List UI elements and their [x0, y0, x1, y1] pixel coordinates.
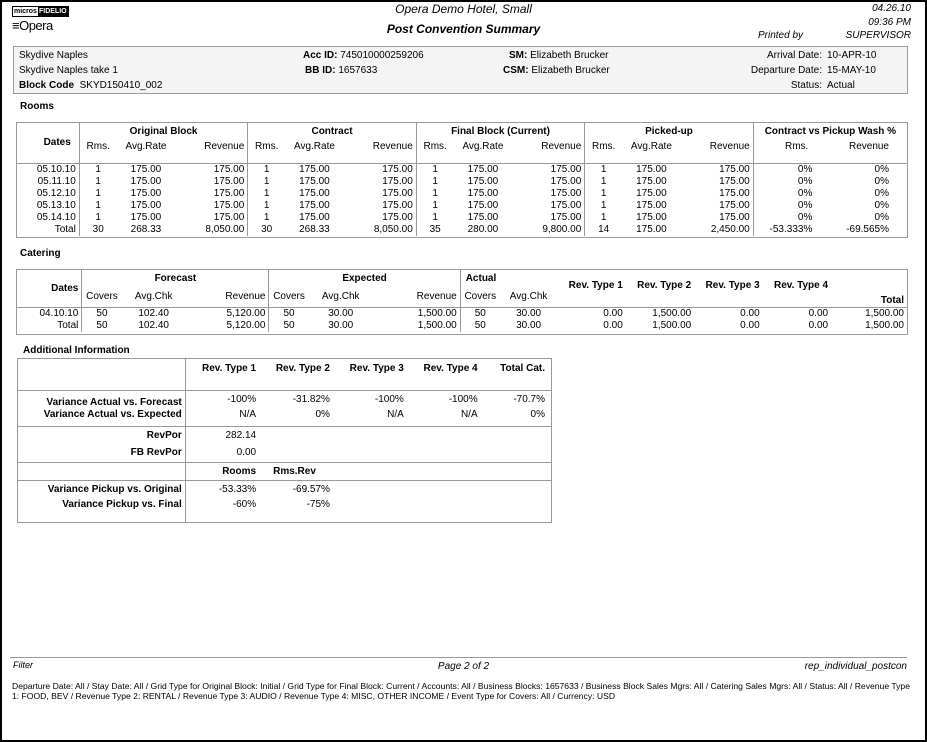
cell: 0%: [797, 211, 813, 223]
cell: 1: [263, 211, 270, 223]
cell: 5,120.00: [186, 308, 269, 321]
cell: 175.00: [130, 199, 162, 211]
cell: N/A: [239, 408, 257, 420]
cell: 0.00: [808, 320, 829, 331]
cell: 0%: [874, 163, 889, 175]
block-info-box: [13, 46, 908, 94]
printed-by-user: SUPERVISOR: [845, 30, 911, 41]
cell: -100%: [227, 393, 257, 405]
pickup-header-row: [18, 463, 552, 481]
opera-swoosh-icon: ≡: [12, 18, 20, 33]
logo-brand-left: micros: [14, 8, 37, 15]
cell: 1,500.00: [865, 308, 904, 319]
rooms-table-row: [17, 224, 908, 236]
cell: -53.333%: [769, 223, 813, 235]
cell: 1: [600, 187, 607, 199]
cell: 0%: [315, 408, 330, 420]
report-name: rep_individual_postcon: [804, 661, 907, 672]
rooms-table-row: [17, 200, 908, 212]
block-code-label: Block Code: [19, 80, 75, 91]
filter-label: Filter: [13, 660, 33, 670]
cell: 5,120.00: [186, 320, 269, 332]
add-rev-type-2-header: Rev. Type 2: [275, 363, 330, 374]
cell: 175.00: [512, 188, 585, 200]
rooms-subheader-rms: Rms.: [86, 141, 110, 152]
row-date: Total: [17, 320, 82, 332]
cell: 175.00: [636, 175, 667, 187]
bb-id-value: 1657633: [338, 65, 378, 76]
catering-subheader-avg: Avg.Chk: [134, 291, 173, 303]
print-time: 09:36 PM: [868, 17, 911, 28]
sales-manager: [509, 50, 609, 61]
variance-forecast-label: Variance Actual vs. Forecast: [18, 391, 186, 409]
row-date: 05.14.10: [17, 212, 80, 224]
cell: 175.00: [175, 212, 248, 224]
cell: 50: [96, 308, 108, 319]
cell: 175.00: [130, 163, 162, 175]
cell: 175.00: [512, 200, 585, 212]
csm-value: Elizabeth Brucker: [531, 65, 610, 76]
cell: 0%: [874, 187, 889, 199]
cell: -70.7%: [513, 393, 545, 405]
rev-type-4-header: Rev. Type 4: [773, 280, 829, 291]
catering-table-row: [17, 308, 908, 321]
print-date: 04.26.10: [872, 3, 911, 14]
fb-revpor-row: [18, 445, 552, 463]
cell: 268.33: [299, 223, 330, 235]
cell: 1: [263, 199, 270, 211]
row-date: Total: [17, 224, 80, 236]
cell: 0%: [797, 199, 813, 211]
cell: 175.00: [299, 163, 330, 175]
cell: 175.00: [681, 176, 754, 188]
cell: 1: [432, 199, 438, 211]
cell: 175.00: [512, 176, 585, 188]
expected-header: Expected: [269, 270, 460, 288]
cell: 175.00: [636, 199, 667, 211]
wash-subheader-rms: Rms.: [785, 141, 809, 152]
cell: 175.00: [512, 212, 585, 224]
cell: 1: [600, 199, 607, 211]
cell: 1: [600, 163, 607, 175]
cell: 175.00: [467, 175, 499, 187]
cell: 1: [263, 187, 270, 199]
arrival-date-value: 10-APR-10: [827, 50, 877, 61]
cell: 175.00: [175, 188, 248, 200]
cell: 268.33: [130, 223, 162, 235]
cell: 175.00: [299, 175, 330, 187]
cell: 8,050.00: [344, 224, 417, 236]
rooms-table-row: [17, 212, 908, 224]
variance-expected-row: [18, 409, 552, 427]
cell: 1,500.00: [373, 308, 460, 321]
additional-section-title: Additional Information: [23, 345, 130, 356]
cell: 1,500.00: [652, 308, 692, 319]
sm-value: Elizabeth Brucker: [530, 50, 609, 61]
variance-original-row: [18, 481, 552, 499]
cell: 175.00: [636, 223, 667, 235]
footer-divider: [10, 657, 907, 658]
picked-up-header: Picked-up: [585, 123, 753, 142]
cell: 175.00: [175, 176, 248, 188]
cell: 14: [598, 223, 610, 235]
cell: 0%: [874, 199, 889, 211]
cell: -69.57%: [292, 483, 330, 495]
cell: 1: [263, 163, 270, 175]
cell: -60%: [232, 498, 257, 510]
departure-date-label: Departure Date:: [750, 65, 822, 76]
block-code-value: SKYD150410_002: [79, 80, 163, 91]
additional-header-blank: [18, 359, 186, 391]
variance-final-label: Variance Pickup vs. Final: [18, 499, 186, 523]
rooms-section-title: Rooms: [20, 101, 54, 112]
cell: 0%: [874, 211, 889, 223]
account-name: Skydive Naples: [19, 50, 88, 61]
cell: 175.00: [175, 200, 248, 212]
hotel-name: Opera Demo Hotel, Small: [395, 2, 532, 16]
cell: 0%: [797, 187, 813, 199]
cell: 0.00: [808, 308, 829, 319]
cell: 175.00: [636, 163, 667, 175]
add-rev-type-3-header: Rev. Type 3: [349, 363, 404, 374]
cell: -31.82%: [292, 393, 330, 405]
cell: 175.00: [636, 211, 667, 223]
rooms-subheader-avg: Avg.Rate: [125, 141, 167, 152]
cell: 175.00: [681, 188, 754, 200]
block-name: Skydive Naples take 1: [19, 65, 118, 76]
cell: 175.00: [467, 187, 499, 199]
report-title: Post Convention Summary: [386, 22, 541, 36]
rooms-subheader-rms: Rms.: [255, 141, 279, 152]
cell: 175.00: [681, 163, 754, 176]
cell: 50: [283, 308, 295, 319]
cell: 102.40: [138, 320, 169, 331]
rooms-dates-header: Dates: [17, 123, 80, 164]
cell: 30.00: [516, 320, 542, 331]
catering-subheader-avg: Avg.Chk: [321, 291, 360, 303]
cell: 50: [474, 308, 486, 319]
cell: 50: [474, 320, 486, 331]
status-value: Actual: [827, 80, 855, 91]
cell: 1: [432, 187, 438, 199]
cell: 1: [95, 175, 101, 187]
status-label: Status:: [790, 80, 822, 91]
cell: 0.00: [603, 320, 623, 331]
acc-id-label: Acc ID:: [303, 50, 338, 61]
rooms-table: [16, 122, 908, 238]
revpor-row: [18, 427, 552, 445]
rooms-subheader-rms: Rms.: [423, 141, 447, 152]
variance-expected-label: Variance Actual vs. Expected: [18, 409, 186, 427]
cell: 0%: [530, 408, 545, 420]
pickup-rooms-header: Rooms: [222, 465, 257, 477]
bb-id: [305, 65, 377, 76]
variance-original-label: Variance Pickup vs. Original: [18, 481, 186, 499]
cell: N/A: [460, 408, 478, 420]
catering-table: [16, 269, 908, 335]
departure-date-value: 15-MAY-10: [827, 65, 876, 76]
cell: 175.00: [344, 188, 417, 200]
cell: 0.00: [740, 308, 760, 319]
cell: 175.00: [467, 163, 499, 175]
revpor-label: RevPor: [18, 427, 186, 445]
catering-subheader-covers: Covers: [273, 291, 305, 303]
add-rev-type-1-header: Rev. Type 1: [201, 363, 257, 374]
rooms-table-row: [17, 188, 908, 200]
rooms-table-row: [17, 163, 908, 176]
opera-logo-text: Opera: [19, 18, 53, 33]
cell: 1,500.00: [865, 320, 904, 331]
rooms-subheader-rev: Revenue: [681, 141, 754, 163]
total-cat-header: Total Cat.: [500, 363, 545, 374]
filter-text: Departure Date: All / Stay Date: All / Grid Type for Original Block: Initial / Grid Type for Final Block: Current / Accounts: All / Business Blocks: 1657633 / Business Block Sales Mgrs: All / Catering Sales Mgrs: All / Status: All / Revenue Type 1: FOOD, BEV / Revenue Type 2: RENTAL / Revenue Type 3: AUDIO / Revenue Type 4: MISC, OTHER INCOME / Event Type for Covers: All / Currency: USD: [12, 681, 910, 701]
cell: 175.00: [512, 163, 585, 176]
cell: 175.00: [681, 212, 754, 224]
cell: -100%: [374, 393, 404, 405]
cell: 35: [429, 223, 441, 235]
wash-subheader-rev: Revenue: [848, 141, 889, 152]
rooms-subheader-avg: Avg.Rate: [630, 141, 672, 152]
rooms-subheader-rev: Revenue: [512, 141, 585, 163]
catering-subheader-rev: Revenue: [186, 288, 269, 308]
cell: 175.00: [344, 212, 417, 224]
catering-subheader-covers: Covers: [86, 291, 118, 303]
final-block-header: Final Block (Current): [416, 123, 584, 142]
cell: 175.00: [175, 163, 248, 176]
block-code: [19, 80, 162, 91]
rooms-subheader-rev: Revenue: [175, 141, 248, 163]
cell: 175.00: [467, 199, 499, 211]
cell: 175.00: [344, 163, 417, 176]
catering-section-title: Catering: [20, 248, 61, 259]
rev-type-3-header: Rev. Type 3: [705, 280, 760, 291]
sm-label: SM:: [509, 50, 528, 61]
cell: 175.00: [299, 187, 330, 199]
cell: -100%: [448, 393, 478, 405]
rooms-subheader-avg: Avg.Rate: [293, 141, 335, 152]
cell: 1: [95, 199, 101, 211]
row-date: 05.12.10: [17, 188, 80, 200]
cell: 1: [95, 211, 101, 223]
cell: 50: [283, 320, 295, 331]
cell: 175.00: [299, 211, 330, 223]
rooms-table-row: [17, 176, 908, 188]
cell: 30.00: [328, 320, 354, 331]
cell: 9,800.00: [512, 224, 585, 236]
cell: -69.565%: [846, 223, 889, 235]
rev-type-2-header: Rev. Type 2: [637, 280, 692, 291]
cell: 8,050.00: [175, 224, 248, 236]
cell: 1: [600, 211, 607, 223]
cell: 0.00: [740, 320, 760, 331]
cell: -75%: [306, 498, 330, 510]
cell: 1,500.00: [373, 320, 460, 332]
rooms-subheader-rms: Rms.: [591, 141, 616, 152]
cell: 1: [263, 175, 270, 187]
contract-header: Contract: [248, 123, 416, 142]
wash-header: Contract vs Pickup Wash %: [764, 126, 897, 137]
row-date: 05.13.10: [17, 200, 80, 212]
cell: 30: [92, 223, 104, 235]
page-number: Page 2 of 2: [437, 661, 490, 672]
variance-final-row: [18, 499, 552, 523]
catering-subheader-rev: Revenue: [373, 288, 460, 308]
printed-by-label: Printed by: [758, 30, 804, 41]
cell: 1: [95, 187, 101, 199]
cell: 1: [600, 175, 607, 187]
fb-revpor-value: 0.00: [236, 447, 257, 459]
cell: 102.40: [138, 308, 169, 319]
add-rev-type-4-header: Rev. Type 4: [423, 363, 478, 374]
cell: 30: [261, 223, 273, 235]
cell: 30.00: [328, 308, 354, 319]
cell: 30.00: [516, 308, 542, 319]
cell: 175.00: [299, 199, 330, 211]
catering-subheader-covers: Covers: [464, 291, 497, 303]
cell: 175.00: [344, 176, 417, 188]
catering-total-header: Total: [880, 295, 904, 306]
bb-id-label: BB ID:: [305, 65, 336, 76]
cell: 1: [432, 211, 438, 223]
logo-brand-right: FIDELIO: [38, 8, 67, 15]
cell: 50: [96, 320, 108, 331]
cell: N/A: [387, 408, 404, 420]
cell: 1,500.00: [652, 320, 692, 331]
cell: 175.00: [130, 175, 162, 187]
cell: 175.00: [130, 187, 162, 199]
catering-subheader-avg: Avg.Chk: [509, 291, 548, 303]
cell: -53.33%: [218, 483, 257, 495]
csm-label: CSM:: [503, 65, 529, 76]
rooms-subheader-rev: Revenue: [344, 141, 417, 163]
actual-header: Actual: [465, 272, 497, 284]
cell: 175.00: [681, 200, 754, 212]
pickup-rms-rev-header: Rms.Rev: [273, 465, 316, 477]
rooms-subheader-avg: Avg.Rate: [462, 141, 504, 152]
cell: 0%: [797, 163, 813, 175]
cell: 0%: [874, 175, 889, 187]
cell: 175.00: [130, 211, 162, 223]
revpor-value: 282.14: [225, 429, 257, 441]
forecast-header: Forecast: [82, 270, 269, 288]
cell: 0%: [797, 175, 813, 187]
acc-id: [303, 50, 424, 61]
original-block-header: Original Block: [79, 123, 247, 142]
cell: 0.00: [603, 308, 623, 319]
rev-type-1-header: Rev. Type 1: [568, 280, 623, 291]
acc-id-value: 745010000259206: [340, 50, 424, 61]
catering-sales-manager: [503, 65, 610, 76]
cell: 175.00: [636, 187, 667, 199]
cell: 175.00: [467, 211, 499, 223]
cell: 1: [432, 163, 438, 175]
cell: 280.00: [467, 223, 499, 235]
row-date: 05.10.10: [17, 163, 80, 176]
additional-info-table: [17, 358, 552, 523]
cell: 2,450.00: [681, 224, 754, 236]
catering-table-row: [17, 320, 908, 332]
variance-forecast-row: [18, 391, 552, 409]
catering-dates-header: Dates: [17, 270, 82, 308]
cell: 175.00: [344, 200, 417, 212]
cell: 1: [95, 163, 101, 175]
arrival-date-label: Arrival Date:: [766, 50, 822, 61]
fb-revpor-label: FB RevPor: [18, 445, 186, 463]
row-date: 05.11.10: [17, 176, 80, 188]
row-date: 04.10.10: [17, 308, 82, 321]
cell: 1: [432, 175, 438, 187]
